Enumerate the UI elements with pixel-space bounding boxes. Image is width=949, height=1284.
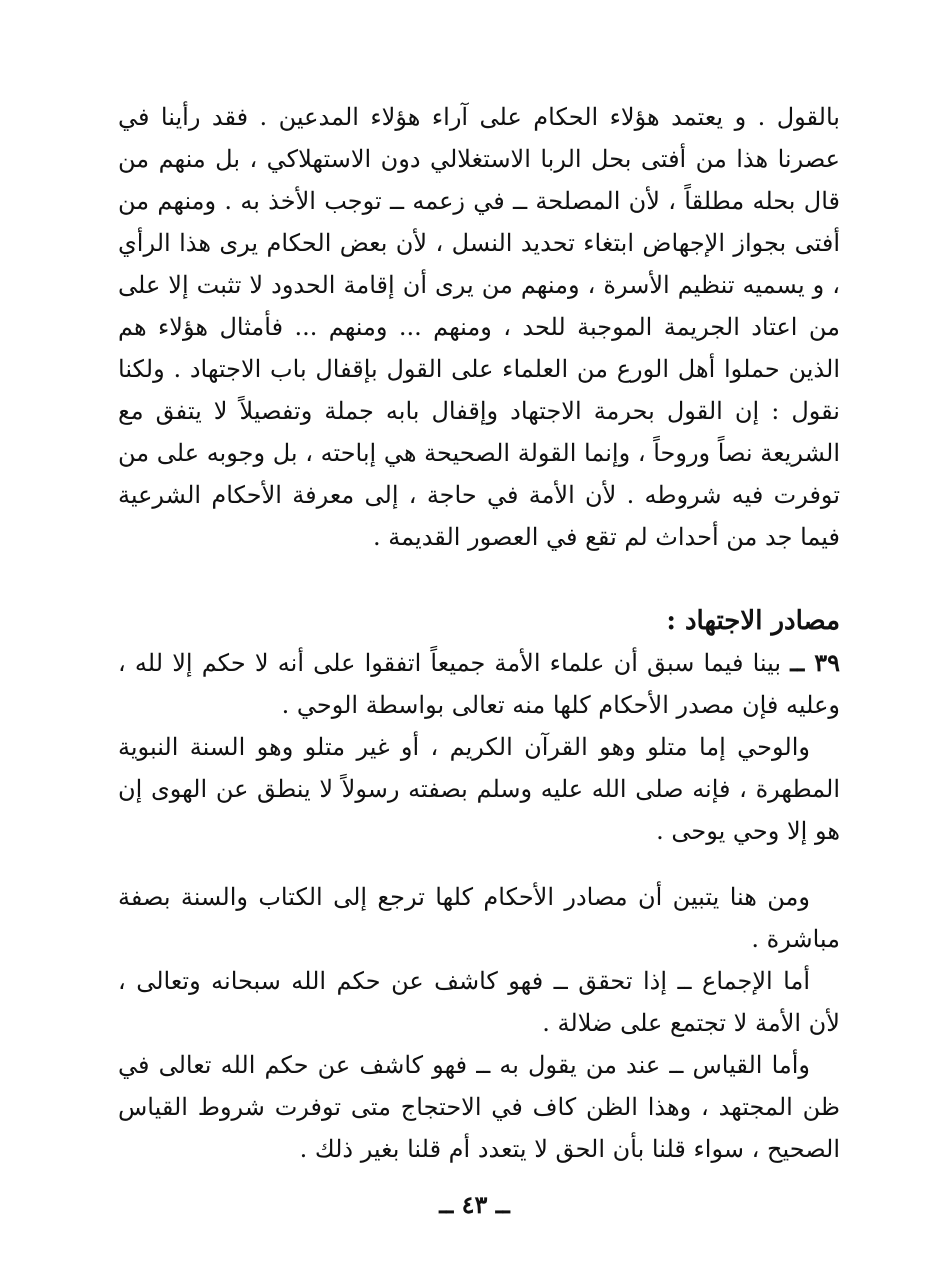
- paragraph-3: والوحي إما متلو وهو القرآن الكريم ، أو غير متلو وهو السنة النبوية المطهرة ، فإنه صلى الله عليه وسلم بصفته رسولاً لا ينطق عن الهوى إن هو إلا وحي يوحى .: [118, 733, 840, 845]
- paragraph-5: أما الإجماع ــ إذا تحقق ــ فهو كاشف عن حكم الله سبحانه وتعالى ، لأن الأمة لا تجتمع على ضلالة .: [118, 967, 840, 1037]
- spacer: [118, 558, 840, 600]
- paragraph-6: وأما القياس ــ عند من يقول به ــ فهو كاشف عن حكم الله تعالى في ظن المجتهد ، وهذا الظن كاف في الاحتجاج متى توفرت شروط القياس الصحيح ، سواء قلنا بأن الحق لا يتعدد أم قلنا بغير ذلك .: [118, 1051, 840, 1163]
- paragraph-2-text: بينا فيما سبق أن علماء الأمة جميعاً اتفقوا على أنه لا حكم إلا لله ، وعليه فإن مصدر الأحكام كلها منه تعالى بواسطة الوحي .: [118, 649, 840, 719]
- section-number: ٣٩ ــ: [790, 648, 840, 677]
- page-number: ــ ٤٣ ــ: [439, 1190, 510, 1219]
- page-body: [118, 96, 840, 1246]
- paragraph-4: ومن هنا يتبين أن مصادر الأحكام كلها ترجع إلى الكتاب والسنة بصفة مباشرة .: [118, 883, 840, 953]
- paragraph-1: بالقول . و يعتمد هؤلاء الحكام على آراء هؤلاء المدعين . فقد رأينا في عصرنا هذا من أفتى بحل الربا الاستغلالي دون الاستهلاكي ، بل منهم من قال بحله مطلقاً ، لأن المصلحة ــ في زعمه ــ توجب الأخذ به . ومنهم من أفتى بجواز الإجهاض ابتغاء تحديد النسل ، لأن بعض الحكام يرى هذا الرأي ، و يسميه تنظيم الأسرة ، ومنهم من يرى أن إقامة الحدود لا تثبت إلا على من اعتاد الجريمة الموجبة للحد ، ومنهم ... ومنهم ... فأمثال هؤلاء هم الذين حملوا أهل الورع من العلماء على القول بإقفال باب الاجتهاد . ولكنا نقول : إن القول بحرمة الاجتهاد وإقفال بابه جملة وتفصيلاً لا يتفق مع الشريعة نصاً وروحاً ، وإنما القولة الصحيحة هي إباحته ، بل وجوبه على من توفرت فيه شروطه . لأن الأمة في حاجة ، إلى معرفة الأحكام الشرعية فيما جد من أحداث لم تقع في العصور القديمة .: [118, 103, 840, 551]
- paragraph-2: [118, 642, 840, 726]
- section-heading: مصادر الاجتهاد :: [666, 606, 840, 636]
- spacer: [118, 852, 840, 876]
